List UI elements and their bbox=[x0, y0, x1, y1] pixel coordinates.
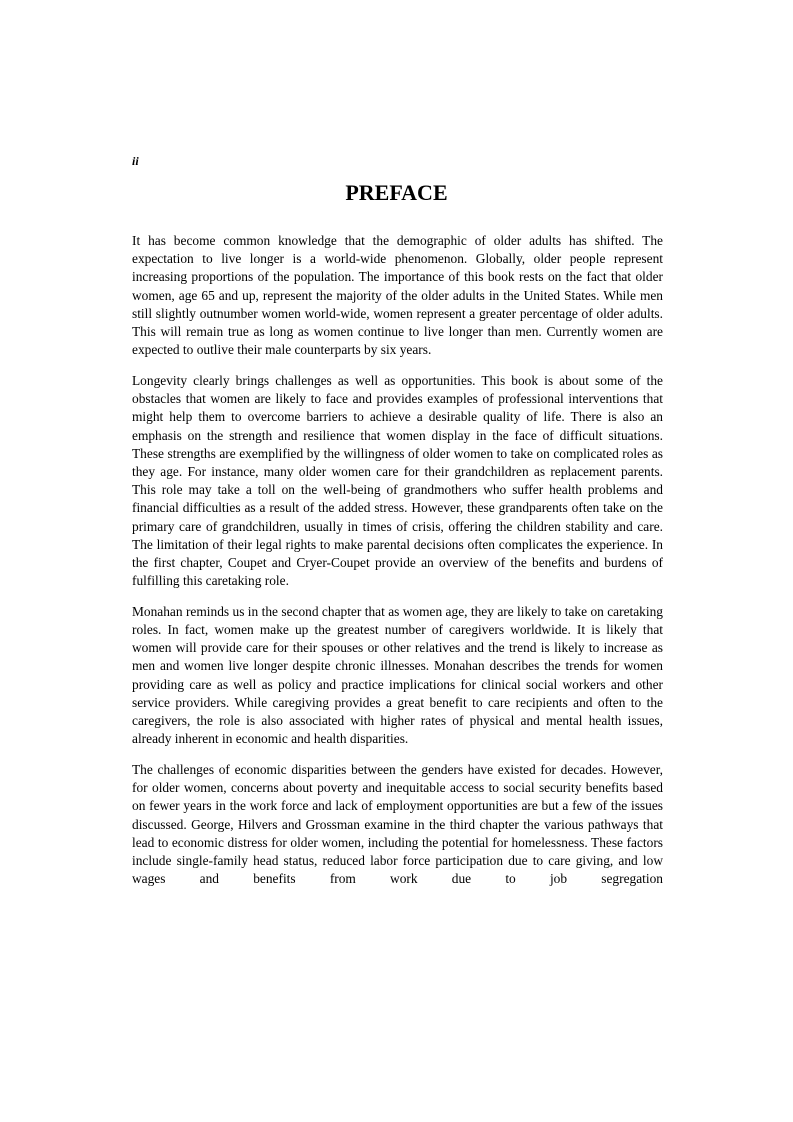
body-text bbox=[132, 232, 663, 901]
page-number: ii bbox=[132, 154, 139, 168]
paragraph: It has become common knowledge that the demographic of older adults has shifted. The expectation to live longer is a world-wide phenomenon. Globally, older people represent increasing proportions of the population. The importance of this book rests on the fact that older women, age 65 and up, represent the majority of the older adults in the United States. While men still slightly outnumber women world-wide, women represent a greater percentage of older adults. This will remain true as long as women continue to live longer than men. Currently women are expected to outlive their male counterparts by six years. bbox=[132, 233, 663, 358]
paragraph: The challenges of economic disparities between the genders have existed for decades. However, for older women, concerns about poverty and inequitable access to social security benefits based on fewer years in the work force and lack of employment opportunities are but a few of the issues discussed. George, Hilvers and Grossman examine in the third chapter the various pathways that lead to economic distress for older women, including the potential for homelessness. These factors include single-family head status, reduced labor force participation due to care giving, and low wages and benefits from work due to job segregation bbox=[132, 761, 663, 887]
paragraph: Monahan reminds us in the second chapter that as women age, they are likely to take on caretaking roles. In fact, women make up the greatest number of caregivers worldwide. It is likely that women will provide care for their spouses or other relatives and the trend is likely to increase as men and women live longer despite chronic illnesses. Monahan describes the trends for women providing care as well as policy and practice implications for clinical social workers and other service providers. While caregiving provides a great benefit to care recipients and often to the caregivers, the role is also associated with higher rates of physical and mental health issues, already inherent in economic and health disparities. bbox=[132, 603, 663, 747]
page-title: PREFACE bbox=[345, 180, 448, 205]
paragraph: Longevity clearly brings challenges as well as opportunities. This book is about some of the obstacles that women are likely to face and provides examples of professional interventions that might help them to overcome barriers to achieve a desirable quality of life. There is also an emphasis on the strength and resilience that women display in the face of difficult situations. These strengths are exemplified by the willingness of older women to take on complicated roles as they age. For instance, many older women care for their grandchildren as replacement parents. This role may take a toll on the well-being of grandmothers who suffer health problems and financial difficulties as a result of the added stress. However, these grandparents often take on the primary care of grandchildren, usually in times of crisis, offering the children stability and care. The limitation of their legal rights to make parental decisions often complicates the experience. In the first chapter, Coupet and Cryer-Coupet provide an overview of the benefits and burdens of fulfilling this caretaking role. bbox=[132, 372, 663, 589]
